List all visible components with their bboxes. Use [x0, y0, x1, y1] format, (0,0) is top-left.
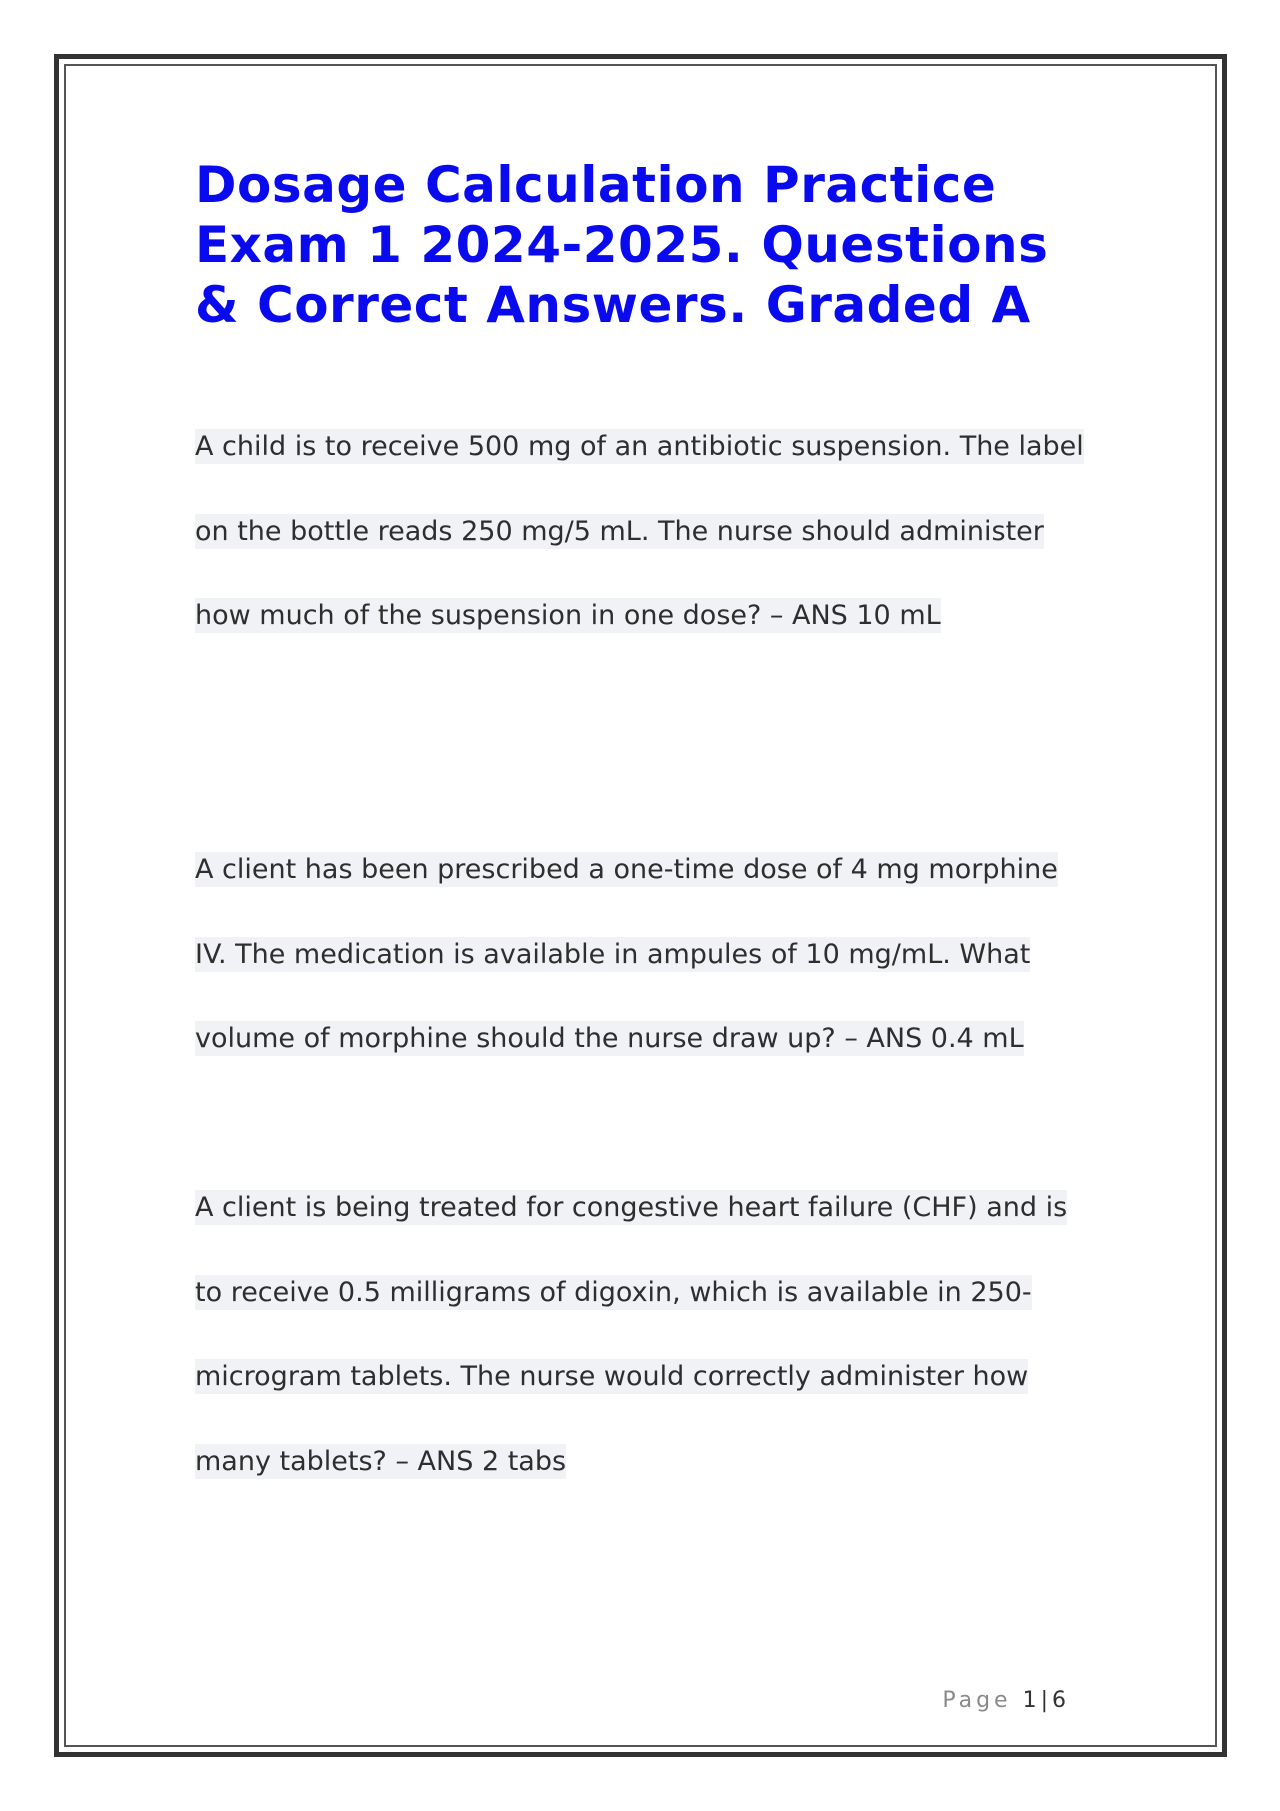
total-pages-number: 6: [1052, 1688, 1066, 1713]
question-3: [195, 1166, 1095, 1504]
question-2-text: A client has been prescribed a one-time dose of 4 mg morphine IV. The medication is available in ampules of 10 mg/mL. What volume of morphine should the nurse draw up? – ANS 0.4 mL: [195, 854, 1058, 1054]
document-body: [195, 155, 1095, 1477]
question-1: [195, 405, 1095, 659]
page-label: Page: [942, 1688, 1012, 1713]
question-3-text: A client is being treated for congestive heart failure (CHF) and is to receive 0.5 milligrams of digoxin, which is available in 250-microgram tablets. The nurse would correctly administer how many tablets? – ANS 2 tabs: [195, 1192, 1068, 1477]
question-1-text: A child is to receive 500 mg of an antibiotic suspension. The label on the bottle reads 250 mg/5 mL. The nurse should administer how much of the suspension in one dose? – ANS 10 mL: [195, 431, 1084, 631]
page-title: Dosage Calculation Practice Exam 1 2024-2025. Questions & Correct Answers. Graded A: [195, 156, 1049, 334]
current-page-number: 1: [1022, 1688, 1037, 1713]
page-number-footer: [942, 1688, 1066, 1713]
page-separator: |: [1040, 1688, 1048, 1713]
question-2: [195, 828, 1095, 1082]
